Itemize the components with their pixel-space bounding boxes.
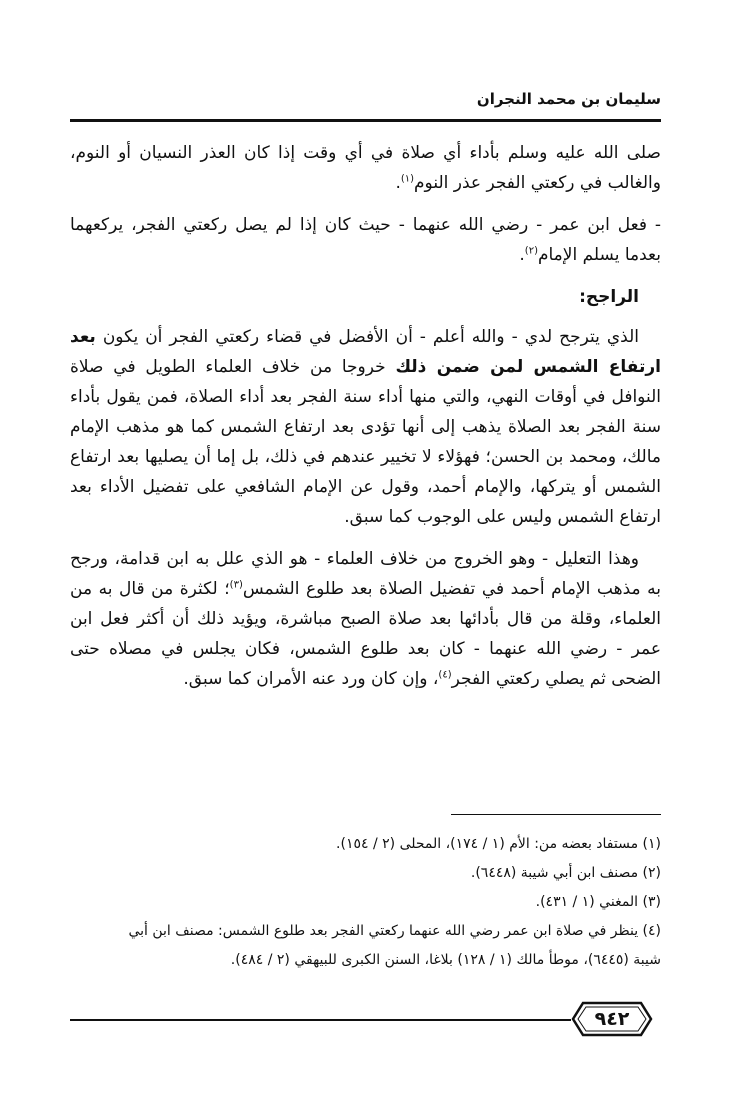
paragraph-2-text: - فعل ابن عمر - رضي الله عنهما - حيث كان إذا لم يصل ركعتي الفجر، يركعهما بعدما يسلم الإمام xyxy=(70,215,661,265)
footnote-4 xyxy=(70,917,661,975)
paragraph-4-text-c: ، وإن كان ورد عنه الأمران كما سبق. xyxy=(183,669,439,689)
footnote-ref-1[interactable]: (١) xyxy=(400,173,415,185)
paragraph-4-text-a: وهذا التعليل - وهو الخروج من خلاف العلماء - هو الذي علل به ابن قدامة، ورجح به مذهب الإمام أحمد في تفضيل الصلاة بعد طلوع الشمس xyxy=(70,549,661,599)
footnotes xyxy=(70,830,661,975)
section-heading-rajih: الراجح: xyxy=(579,287,639,307)
footnote-separator xyxy=(451,814,661,815)
paragraph-1-end: . xyxy=(395,173,401,193)
page-number-badge xyxy=(571,1000,653,1038)
paragraph-4 xyxy=(70,544,661,694)
footnote-1: (١) مستفاد بعضه من: الأم (١ / ١٧٤)، المحلى (٢ / ١٥٤). xyxy=(336,836,661,852)
paragraph-3-text-a: الذي يترجح لدي - والله أعلم - أن الأفضل في قضاء ركعتي الفجر أن يكون xyxy=(95,327,639,347)
paragraph-4-text-b: ؛ لكثرة من قال به من العلماء، وقلة من قال بأدائها بعد صلاة الصبح مباشرة، ويؤيد ذلك أن أكثر فعل ابن عمر - رضي الله عنهما - كان بعد طلوع الشمس، فكان يجلس في مصلاه حتى الضحى ثم يصلي ركعتي الفجر xyxy=(70,579,661,689)
paragraph-1 xyxy=(70,138,661,198)
footnote-ref-2[interactable]: (٢) xyxy=(524,245,538,257)
paragraph-2-end: . xyxy=(519,245,525,265)
footnote-ref-3[interactable]: (٣) xyxy=(229,579,243,591)
paragraph-3-text-b: خروجا من خلاف العلماء الطويل في صلاة النوافل في أوقات النهي، والتي منها أداء سنة الفجر بعد أداء الصلاة، فمن يقول بأداء سنة الفجر بعد الصلاة يذهب إلى أنها تؤدى بعد ارتفاع الشمس كما هو مذهب الإمام مالك، ومحمد بن الحسن؛ فهؤلاء لا تخيير عندهم في ذلك، بل إما أن يصليها بعد ارتفاع الشمس أو يتركها، والإمام أحمد، وقول عن الإمام الشافعي على تفضيل الأداء بعد ارتفاع الشمس وليس على الوجوب كما سبق. xyxy=(70,357,661,527)
paragraph-2 xyxy=(70,210,661,270)
paragraph-3 xyxy=(70,322,661,532)
paragraph-1-text: صلى الله عليه وسلم بأداء أي صلاة في أي وقت إذا كان العذر النسيان أو النوم، والغالب في ركعتي الفجر عذر النوم xyxy=(70,143,661,193)
header-rule xyxy=(70,119,661,122)
footer-rule xyxy=(70,1019,571,1021)
footnote-3: (٣) المغني (١ / ٤٣١). xyxy=(535,894,661,910)
main-text xyxy=(70,138,661,706)
footnote-ref-4[interactable]: (٤) xyxy=(438,669,452,681)
running-header-author: سليمان بن محمد النجران xyxy=(476,90,661,108)
footnote-4-line-2: شيبة (٦٤٤٥)، موطأ مالك (١ / ١٢٨) بلاغا، السنن الكبرى للبيهقي (٢ / ٤٨٤). xyxy=(230,952,661,968)
page-number: ٩٤٢ xyxy=(594,1008,630,1030)
paragraph-3-bold-phrase: بعد ارتفاع الشمس لمن ضمن ذلك xyxy=(70,327,662,377)
footnote-4-line-1: (٤) ينظر في صلاة ابن عمر رضي الله عنهما ركعتي الفجر بعد طلوع الشمس: مصنف ابن أبي xyxy=(128,923,661,939)
footnote-2: (٢) مصنف ابن أبي شيبة (٦٤٤٨). xyxy=(470,865,661,881)
